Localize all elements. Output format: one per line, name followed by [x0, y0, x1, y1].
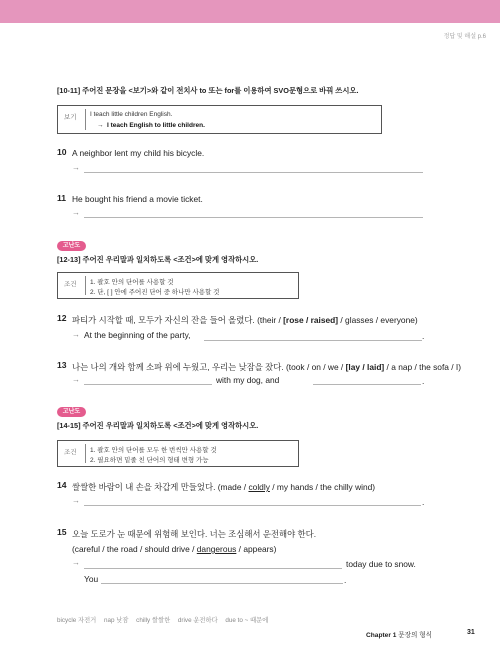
question-12-prefix: At the beginning of the party,	[84, 330, 191, 340]
question-15-line1-end: today due to snow.	[346, 559, 416, 569]
page-number: 31	[467, 629, 475, 636]
question-15-period: .	[344, 575, 347, 585]
vocab-item: due to ~ 때문에	[225, 617, 269, 624]
example-sentence: I teach little children English.	[90, 111, 173, 118]
condition-box-12-13	[57, 272, 299, 299]
question-12-korean: 파티가 시작할 때, 모두가 자신의 잔을 들어 올렸다.	[72, 315, 255, 325]
condition-box-label: 조건	[64, 281, 77, 288]
vocab-item: bicycle 자전거	[57, 617, 97, 624]
question-15-line2-prefix: You	[84, 574, 99, 584]
question-14-text	[72, 481, 375, 493]
condition-1: 1. 괄호 안의 단어를 사용할 것	[90, 279, 174, 286]
answer-line-13b[interactable]	[313, 384, 421, 385]
condition-box-label: 조건	[64, 449, 77, 456]
question-12-hint-post: / glasses / everyone)	[338, 315, 418, 325]
difficulty-badge-12-13: 고난도	[57, 241, 86, 251]
question-15-hint-pre: (careful / the road / should drive /	[72, 544, 197, 554]
answer-arrow-12: →	[72, 330, 80, 339]
example-arrow: →	[97, 122, 104, 129]
example-box	[57, 105, 382, 134]
question-number-12: 12	[57, 313, 67, 323]
question-13-period: .	[422, 376, 425, 386]
condition-2: 2. 단, [ ] 안에 주어진 단어 중 하나만 사용할 것	[90, 289, 220, 296]
question-number-10: 10	[57, 147, 67, 157]
answer-line-11[interactable]	[84, 217, 423, 218]
question-15-hint	[72, 544, 276, 554]
vocab-item: drive 운전하다	[177, 617, 218, 624]
answer-line-15a[interactable]	[84, 568, 342, 569]
top-color-band	[0, 0, 500, 23]
question-number-15: 15	[57, 527, 67, 537]
condition-box-separator	[85, 276, 86, 295]
vocab-item: nap 낮잠	[104, 617, 129, 624]
section-instruction-12-13: [12-13] 주어진 우리말과 일치하도록 <조건>에 맞게 영작하시오.	[57, 255, 259, 264]
vocabulary-list	[57, 615, 274, 624]
question-14-korean: 쌀쌀한 바람이 내 손을 차갑게 만들었다.	[72, 482, 216, 492]
question-14-period: .	[422, 497, 425, 507]
question-13-middle: with my dog, and	[216, 375, 280, 385]
answer-arrow-13: →	[72, 375, 80, 384]
difficulty-badge-14-15: 고난도	[57, 407, 86, 417]
question-13-korean: 나는 나의 개와 함께 소파 위에 누웠고, 우리는 낮잠을 잤다.	[72, 362, 284, 372]
question-12-hint-bracket: [rose / raised]	[283, 315, 339, 325]
question-number-11: 11	[57, 193, 67, 203]
question-13-text	[72, 361, 461, 373]
footer-chapter-title: 문장의 형식	[398, 632, 432, 639]
answer-line-10[interactable]	[84, 172, 423, 173]
condition-box-separator	[85, 444, 86, 463]
question-number-13: 13	[57, 360, 67, 370]
answer-line-14[interactable]	[84, 505, 421, 506]
answer-line-15b[interactable]	[101, 583, 343, 584]
answer-arrow-10: →	[72, 163, 80, 172]
example-answer: I teach English to little children.	[107, 122, 205, 129]
question-15-korean: 오늘 도로가 눈 때문에 위험해 보인다. 너는 조심해서 운전해야 한다.	[72, 529, 317, 539]
question-10-text: A neighbor lent my child his bicycle.	[72, 148, 205, 158]
condition-2: 2. 필요하면 밑줄 친 단어의 형태 변형 가능	[90, 457, 209, 464]
question-13-hint-bracket: [lay / laid]	[345, 362, 385, 372]
example-box-separator	[85, 109, 86, 130]
answer-arrow-11: →	[72, 208, 80, 217]
question-12-text	[72, 314, 418, 326]
question-12-period: .	[422, 331, 425, 341]
question-12-hint-pre: (their /	[257, 315, 284, 325]
answer-line-13a[interactable]	[84, 384, 212, 385]
question-number-14: 14	[57, 480, 67, 490]
answer-line-12[interactable]	[204, 340, 422, 341]
question-14-hint-pre: (made /	[217, 482, 249, 492]
question-15-hint-post: / appears)	[236, 544, 277, 554]
footer-chapter	[366, 629, 432, 639]
answer-arrow-15: →	[72, 558, 80, 567]
question-14-hint-post: / my hands / the chilly wind)	[269, 482, 376, 492]
section-instruction-14-15: [14-15] 주어진 우리말과 일치하도록 <조건>에 맞게 영작하시오.	[57, 421, 259, 430]
vocab-item: chilly 쌀쌀한	[136, 617, 171, 624]
section-instruction-10-11: [10-11] 주어진 문장을 <보기>와 같이 전치사 to 또는 for를 이용하여 SVO문형으로 바꿔 쓰시오.	[57, 86, 359, 95]
question-13-hint-pre: (took / on / we /	[286, 362, 346, 372]
example-box-label: 보기	[64, 114, 77, 121]
question-14-hint-underlined: coldly	[248, 482, 270, 492]
question-13-hint-post: / a nap / the sofa / I)	[384, 362, 462, 372]
question-11-text: He bought his friend a movie ticket.	[72, 194, 203, 204]
condition-box-14-15	[57, 440, 299, 467]
condition-1: 1. 괄호 안의 단어를 모두 한 번씩만 사용할 것	[90, 447, 217, 454]
question-15-hint-underlined: dangerous	[196, 544, 237, 554]
answer-arrow-14: →	[72, 496, 80, 505]
answer-reference: 정답 및 해설 p.6	[443, 34, 486, 40]
footer-chapter-number: Chapter 1	[366, 632, 397, 639]
